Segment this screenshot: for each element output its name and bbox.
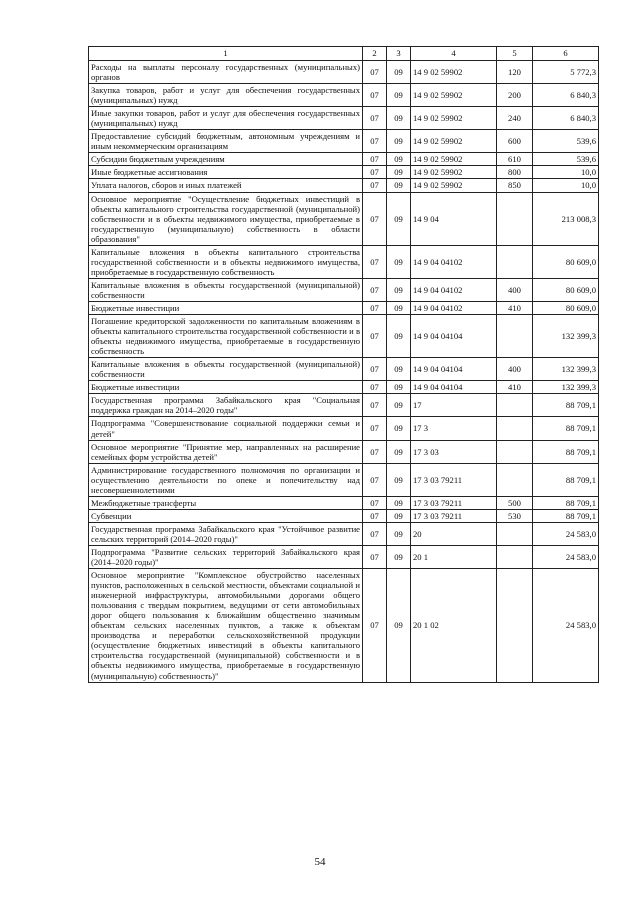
table-row (89, 381, 599, 394)
row-target-code-cell: 20 1 (411, 545, 497, 568)
table-row (89, 166, 599, 179)
row-amount-cell: 10,0 (533, 166, 599, 179)
row-target-code-cell: 17 3 03 79211 (411, 463, 497, 496)
header-col-3: 3 (387, 47, 411, 61)
row-amount-cell: 213 008,3 (533, 192, 599, 245)
row-name-cell: Предоставление субсидий бюджетным, автономным учреждениям и иным некоммерческим организациям (89, 130, 363, 153)
table-row (89, 61, 599, 84)
row-amount-cell: 88 709,1 (533, 417, 599, 440)
table-row (89, 153, 599, 166)
row-amount-cell: 6 840,3 (533, 84, 599, 107)
row-subchapter-cell: 09 (387, 509, 411, 522)
row-target-code-cell: 14 9 04 04102 (411, 301, 497, 314)
row-chapter-cell: 07 (363, 569, 387, 683)
row-subchapter-cell: 09 (387, 166, 411, 179)
row-expense-type-cell (497, 463, 533, 496)
row-target-code-cell: 14 9 02 59902 (411, 179, 497, 192)
table-row (89, 130, 599, 153)
row-chapter-cell: 07 (363, 358, 387, 381)
row-subchapter-cell: 09 (387, 84, 411, 107)
row-expense-type-cell (497, 569, 533, 683)
row-expense-type-cell (497, 315, 533, 358)
row-name-cell: Администрирование государственного полномочия по организации и осуществлению деятельности по опеке и попечительству над несовершеннолетними (89, 463, 363, 496)
row-name-cell: Иные бюджетные ассигнования (89, 166, 363, 179)
row-subchapter-cell: 09 (387, 569, 411, 683)
row-name-cell: Основное мероприятие "Комплексное обустройство населенных пунктов, расположенных в сельской местности, объектами социальной и инженерной инфраструктуры, автомобильными дорогами общего пользования с твердым покрытием, ведущими от сети автомобильных дорог общего пользования к ближайшим общественно значимым объектам сельских населенных пунктов, а также к объектам производства и переработки сельскохозяйственной продукции (осуществление бюджетных инвестиций в объекты капитального строительства государственной (муниципальной) собственности и в объекты недвижимого имущества, приобретаемые в государственную (муниципальную) собственность)" (89, 569, 363, 683)
row-chapter-cell: 07 (363, 545, 387, 568)
row-amount-cell: 24 583,0 (533, 569, 599, 683)
row-target-code-cell: 17 3 (411, 417, 497, 440)
row-subchapter-cell: 09 (387, 315, 411, 358)
row-subchapter-cell: 09 (387, 107, 411, 130)
row-amount-cell: 88 709,1 (533, 509, 599, 522)
row-amount-cell: 88 709,1 (533, 463, 599, 496)
row-amount-cell: 539,6 (533, 153, 599, 166)
row-expense-type-cell (497, 394, 533, 417)
table-row (89, 358, 599, 381)
table-body (89, 61, 599, 683)
row-name-cell: Субвенции (89, 509, 363, 522)
row-subchapter-cell: 09 (387, 278, 411, 301)
row-expense-type-cell (497, 192, 533, 245)
row-name-cell: Уплата налогов, сборов и иных платежей (89, 179, 363, 192)
row-subchapter-cell: 09 (387, 463, 411, 496)
row-expense-type-cell: 610 (497, 153, 533, 166)
row-subchapter-cell: 09 (387, 417, 411, 440)
row-amount-cell: 80 609,0 (533, 245, 599, 278)
row-amount-cell: 539,6 (533, 130, 599, 153)
row-subchapter-cell: 09 (387, 153, 411, 166)
row-amount-cell: 132 399,3 (533, 315, 599, 358)
row-target-code-cell: 20 1 02 (411, 569, 497, 683)
row-name-cell: Субсидии бюджетным учреждениям (89, 153, 363, 166)
budget-table (88, 46, 599, 683)
row-amount-cell: 6 840,3 (533, 107, 599, 130)
table-row (89, 315, 599, 358)
row-expense-type-cell (497, 440, 533, 463)
row-amount-cell: 80 609,0 (533, 278, 599, 301)
row-chapter-cell: 07 (363, 522, 387, 545)
header-col-2: 2 (363, 47, 387, 61)
row-name-cell: Капитальные вложения в объекты капитального строительства государственной собственности и в объекты недвижимого имущества, приобретаемые в государственную собственность (89, 245, 363, 278)
row-name-cell: Бюджетные инвестиции (89, 301, 363, 314)
row-expense-type-cell: 200 (497, 84, 533, 107)
row-chapter-cell: 07 (363, 153, 387, 166)
row-chapter-cell: 07 (363, 130, 387, 153)
row-name-cell: Бюджетные инвестиции (89, 381, 363, 394)
row-subchapter-cell: 09 (387, 301, 411, 314)
row-target-code-cell: 14 9 02 59902 (411, 130, 497, 153)
row-chapter-cell: 07 (363, 381, 387, 394)
row-expense-type-cell (497, 245, 533, 278)
row-name-cell: Закупка товаров, работ и услуг для обеспечения государственных (муниципальных) нужд (89, 84, 363, 107)
row-expense-type-cell: 500 (497, 496, 533, 509)
row-subchapter-cell: 09 (387, 61, 411, 84)
row-expense-type-cell: 400 (497, 278, 533, 301)
row-expense-type-cell: 530 (497, 509, 533, 522)
row-chapter-cell: 07 (363, 463, 387, 496)
table-row (89, 440, 599, 463)
row-name-cell: Капитальные вложения в объекты государственной (муниципальной) собственности (89, 278, 363, 301)
row-chapter-cell: 07 (363, 84, 387, 107)
table-row (89, 522, 599, 545)
row-amount-cell: 132 399,3 (533, 358, 599, 381)
table-row (89, 245, 599, 278)
table-row (89, 84, 599, 107)
row-name-cell: Подпрограмма "Развитие сельских территорий Забайкальского края (2014–2020 годы)" (89, 545, 363, 568)
row-target-code-cell: 14 9 04 04104 (411, 315, 497, 358)
table-row (89, 509, 599, 522)
row-name-cell: Капитальные вложения в объекты государственной (муниципальной) собственности (89, 358, 363, 381)
row-chapter-cell: 07 (363, 166, 387, 179)
row-expense-type-cell: 240 (497, 107, 533, 130)
row-chapter-cell: 07 (363, 278, 387, 301)
row-chapter-cell: 07 (363, 440, 387, 463)
row-target-code-cell: 17 (411, 394, 497, 417)
row-chapter-cell: 07 (363, 496, 387, 509)
row-amount-cell: 88 709,1 (533, 496, 599, 509)
table-row (89, 417, 599, 440)
row-expense-type-cell (497, 417, 533, 440)
row-expense-type-cell: 410 (497, 301, 533, 314)
row-amount-cell: 10,0 (533, 179, 599, 192)
row-amount-cell: 88 709,1 (533, 394, 599, 417)
row-target-code-cell: 14 9 04 04102 (411, 245, 497, 278)
row-chapter-cell: 07 (363, 315, 387, 358)
row-target-code-cell: 20 (411, 522, 497, 545)
table-row (89, 179, 599, 192)
row-name-cell: Погашение кредиторской задолженности по капитальным вложениям в объекты капитального строительства государственной собственности и в объекты недвижимого имущества, приобретаемые в государственную собственность (89, 315, 363, 358)
row-name-cell: Подпрограмма "Совершенствование социальной поддержки семьи и детей" (89, 417, 363, 440)
row-subchapter-cell: 09 (387, 496, 411, 509)
row-subchapter-cell: 09 (387, 358, 411, 381)
row-expense-type-cell (497, 545, 533, 568)
row-name-cell: Государственная программа Забайкальского края "Социальная поддержка граждан на 2014–2020 годы" (89, 394, 363, 417)
row-chapter-cell: 07 (363, 107, 387, 130)
row-name-cell: Расходы на выплаты персоналу государственных (муниципальных) органов (89, 61, 363, 84)
header-col-1: 1 (89, 47, 363, 61)
row-name-cell: Основное мероприятие "Осуществление бюджетных инвестиций в объекты капитального строительства государственной (муниципальной) собственности и в объекты недвижимого имущества, приобретаемые в государственную (муниципальную) собственность в области образования" (89, 192, 363, 245)
row-amount-cell: 80 609,0 (533, 301, 599, 314)
row-expense-type-cell: 850 (497, 179, 533, 192)
header-col-4: 4 (411, 47, 497, 61)
row-subchapter-cell: 09 (387, 545, 411, 568)
row-subchapter-cell: 09 (387, 130, 411, 153)
row-subchapter-cell: 09 (387, 522, 411, 545)
row-subchapter-cell: 09 (387, 245, 411, 278)
row-amount-cell: 5 772,3 (533, 61, 599, 84)
table-row (89, 545, 599, 568)
header-col-5: 5 (497, 47, 533, 61)
row-target-code-cell: 17 3 03 (411, 440, 497, 463)
row-chapter-cell: 07 (363, 509, 387, 522)
row-chapter-cell: 07 (363, 301, 387, 314)
row-name-cell: Иные закупки товаров, работ и услуг для обеспечения государственных (муниципальных) нужд (89, 107, 363, 130)
header-col-6: 6 (533, 47, 599, 61)
table-row (89, 569, 599, 683)
table-row (89, 301, 599, 314)
header-row (89, 47, 599, 61)
row-subchapter-cell: 09 (387, 192, 411, 245)
row-amount-cell: 88 709,1 (533, 440, 599, 463)
row-subchapter-cell: 09 (387, 394, 411, 417)
row-target-code-cell: 14 9 04 04104 (411, 381, 497, 394)
row-chapter-cell: 07 (363, 394, 387, 417)
table-row (89, 463, 599, 496)
row-chapter-cell: 07 (363, 417, 387, 440)
row-subchapter-cell: 09 (387, 179, 411, 192)
page-number: 54 (314, 856, 326, 868)
row-chapter-cell: 07 (363, 179, 387, 192)
row-chapter-cell: 07 (363, 245, 387, 278)
row-name-cell: Основное мероприятие "Принятие мер, направленных на расширение семейных форм устройства детей" (89, 440, 363, 463)
row-subchapter-cell: 09 (387, 440, 411, 463)
row-target-code-cell: 14 9 02 59902 (411, 166, 497, 179)
row-amount-cell: 24 583,0 (533, 522, 599, 545)
row-target-code-cell: 17 3 03 79211 (411, 509, 497, 522)
row-expense-type-cell: 400 (497, 358, 533, 381)
row-expense-type-cell: 410 (497, 381, 533, 394)
row-chapter-cell: 07 (363, 61, 387, 84)
row-target-code-cell: 14 9 04 04104 (411, 358, 497, 381)
table-row (89, 496, 599, 509)
row-target-code-cell: 14 9 02 59902 (411, 84, 497, 107)
row-subchapter-cell: 09 (387, 381, 411, 394)
row-expense-type-cell: 600 (497, 130, 533, 153)
row-target-code-cell: 14 9 02 59902 (411, 153, 497, 166)
table-row (89, 278, 599, 301)
row-amount-cell: 24 583,0 (533, 545, 599, 568)
row-name-cell: Государственная программа Забайкальского края "Устойчивое развитие сельских территорий (2014–2020 годы)" (89, 522, 363, 545)
row-amount-cell: 132 399,3 (533, 381, 599, 394)
row-name-cell: Межбюджетные трансферты (89, 496, 363, 509)
row-expense-type-cell (497, 522, 533, 545)
row-target-code-cell: 14 9 02 59902 (411, 61, 497, 84)
table-row (89, 107, 599, 130)
row-target-code-cell: 14 9 04 (411, 192, 497, 245)
row-expense-type-cell: 120 (497, 61, 533, 84)
row-chapter-cell: 07 (363, 192, 387, 245)
row-target-code-cell: 14 9 04 04102 (411, 278, 497, 301)
row-expense-type-cell: 800 (497, 166, 533, 179)
row-target-code-cell: 14 9 02 59902 (411, 107, 497, 130)
table-row (89, 192, 599, 245)
table-row (89, 394, 599, 417)
row-target-code-cell: 17 3 03 79211 (411, 496, 497, 509)
